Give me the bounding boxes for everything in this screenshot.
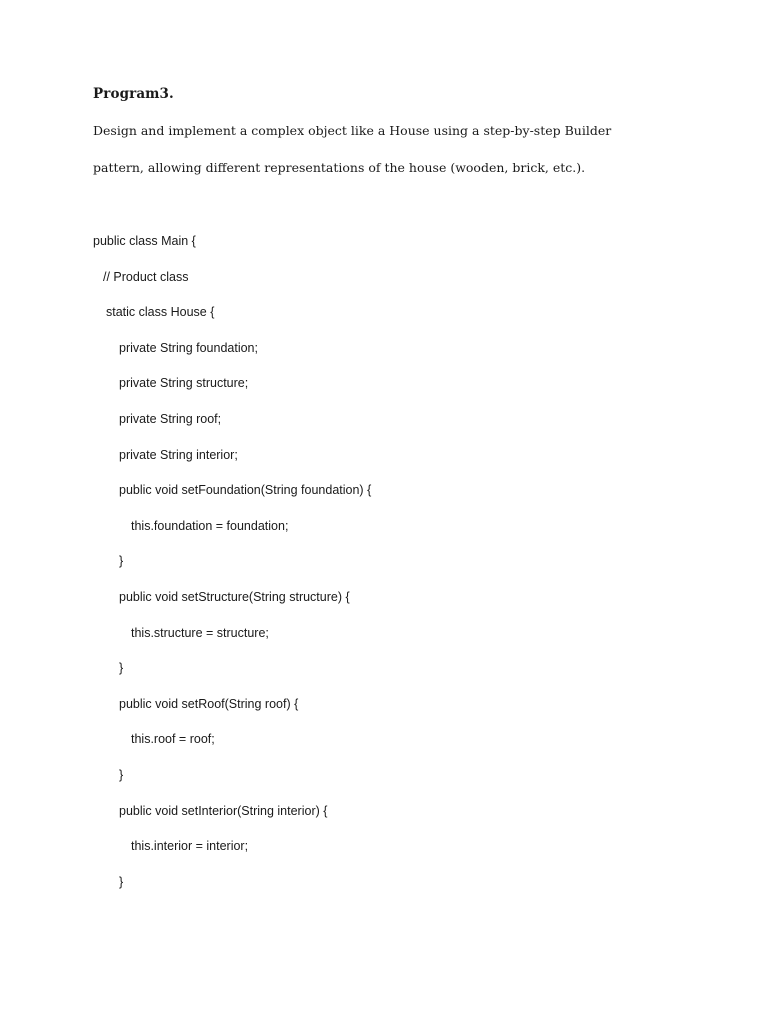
code-line: } — [119, 768, 124, 782]
code-line: this.structure = structure; — [131, 626, 269, 640]
code-line: private String foundation; — [119, 341, 258, 355]
code-line: public class Main { — [93, 234, 196, 248]
code-line: private String interior; — [119, 448, 238, 462]
code-line: } — [119, 875, 124, 889]
code-line: this.roof = roof; — [131, 732, 215, 746]
code-line: public void setInterior(String interior) { — [119, 804, 328, 818]
code-line: public void setRoof(String roof) { — [119, 697, 299, 711]
description-line-1: Design and implement a complex object like a House using a step-by-step Builder — [93, 123, 612, 138]
code-line: } — [119, 554, 124, 568]
code-line: // Product class — [103, 270, 189, 284]
description-line-2: pattern, allowing different representations of the house (wooden, brick, etc.). — [93, 160, 586, 175]
code-line: private String roof; — [119, 412, 222, 426]
code-line: } — [119, 661, 124, 675]
program-title: Program3. — [93, 86, 174, 102]
code-line: private String structure; — [119, 376, 249, 390]
code-line: static class House { — [106, 305, 215, 319]
code-line: this.interior = interior; — [131, 839, 249, 853]
code-line: public void setStructure(String structure) { — [119, 590, 350, 604]
code-line: this.foundation = foundation; — [131, 519, 289, 533]
code-line: public void setFoundation(String foundation) { — [119, 483, 372, 497]
